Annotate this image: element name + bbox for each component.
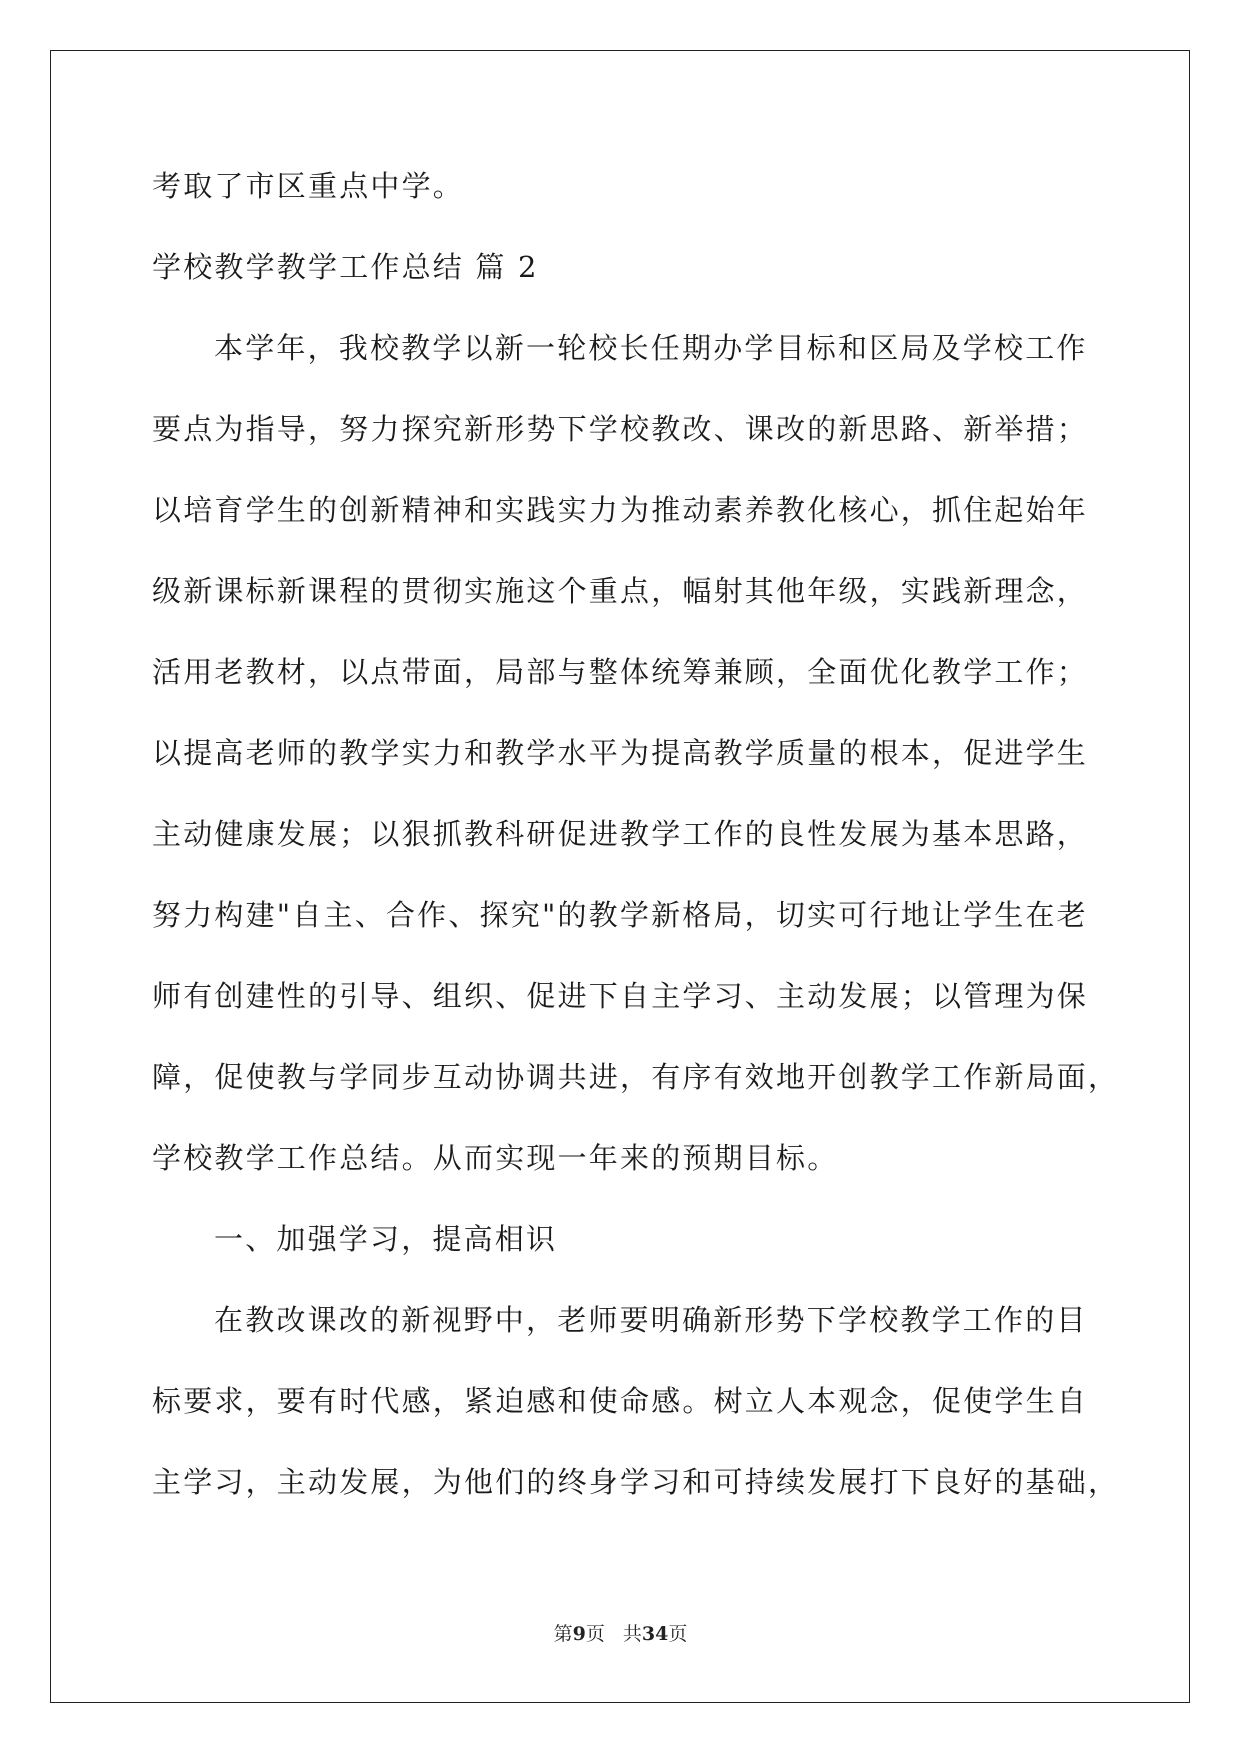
text-line: 标要求，要有时代感，紧迫感和使命感。树立人本观念，促使学生自 — [152, 1384, 1089, 1418]
text-line: 以提高老师的教学实力和教学水平为提高教学质量的根本，促进学生 — [152, 736, 1089, 770]
total-suffix: 页 — [668, 1623, 688, 1645]
text-line: 努力构建"自主、合作、探究"的教学新格局，切实可行地让学生在老 — [152, 898, 1088, 932]
text-line: 主动健康发展；以狠抓教科研促进教学工作的良性发展为基本思路， — [152, 817, 1089, 851]
text-line: 要点为指导，努力探究新形势下学校教改、课改的新思路、新举措； — [152, 412, 1089, 446]
total-prefix: 共 — [622, 1623, 642, 1645]
text-line: 级新课标新课程的贯彻实施这个重点，幅射其他年级，实践新理念， — [152, 574, 1089, 608]
text-line: 师有创建性的引导、组织、促进下自主学习、主动发展；以管理为保 — [152, 979, 1089, 1013]
text-line: 本学年，我校教学以新一轮校长任期办学目标和区局及学校工作 — [214, 331, 1088, 365]
text-line: 学校教学工作总结。从而实现一年来的预期目标。 — [152, 1141, 839, 1175]
subsection-heading: 一、加强学习，提高相识 — [214, 1222, 558, 1256]
text-line: 在教改课改的新视野中，老师要明确新形势下学校教学工作的目 — [214, 1303, 1088, 1337]
text-line: 障，促使教与学同步互动协调共进，有序有效地开创教学工作新局面， — [152, 1060, 1120, 1094]
page-footer — [0, 1622, 1241, 1646]
page-suffix: 页 — [585, 1623, 605, 1645]
document-body — [152, 168, 1120, 1545]
text-line: 活用老教材，以点带面，局部与整体统筹兼顾，全面优化教学工作； — [152, 655, 1089, 689]
text-line: 主学习，主动发展，为他们的终身学习和可持续发展打下良好的基础， — [152, 1465, 1120, 1499]
section-heading: 学校教学教学工作总结 篇 2 — [152, 250, 539, 284]
page-prefix: 第 — [553, 1623, 573, 1645]
page-number: 9 — [572, 1623, 586, 1645]
total-pages: 34 — [641, 1623, 669, 1645]
text-line: 以培育学生的创新精神和实践实力为推动素养教化核心，抓住起始年 — [152, 493, 1089, 527]
text-line: 考取了市区重点中学。 — [152, 169, 465, 203]
